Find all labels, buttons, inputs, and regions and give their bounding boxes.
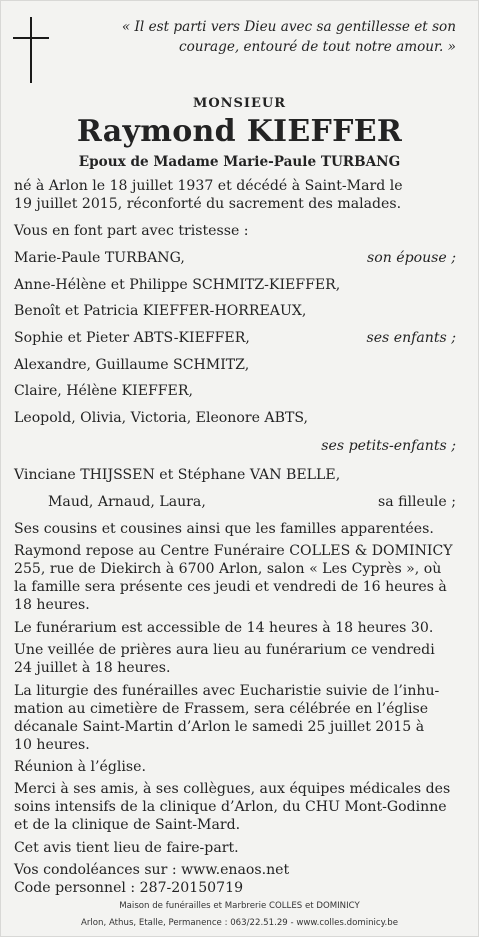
paragraph-line: soins intensifs de la clinique d’Arlon, du CHU Mont-Godinne bbox=[14, 799, 447, 815]
paragraph-line: 10 heures. bbox=[14, 737, 90, 753]
family-name: Alexandre, Guillaume SCHMITZ, bbox=[14, 357, 250, 373]
paragraph-line: 255, rue de Diekirch à 6700 Arlon, salon « Les Cyprès », où bbox=[14, 561, 442, 577]
family-row bbox=[14, 382, 456, 400]
code-line: Code personnel : 287-20150719 bbox=[14, 880, 244, 896]
paragraph-line: mation au cimetière de Frassem, sera célébrée en l’église bbox=[14, 701, 429, 717]
paragraph-line: La liturgie des funérailles avec Eucharistie suivie de l’inhu- bbox=[14, 683, 440, 699]
godchild-parents: Vinciane THIJSSEN et Stéphane VAN BELLE, bbox=[14, 467, 341, 483]
paragraph-line: 24 juillet à 18 heures. bbox=[14, 660, 171, 676]
paragraph-line: Réunion à l’église. bbox=[14, 759, 146, 775]
birth-line: 19 juillet 2015, réconforté du sacrement des malades. bbox=[14, 196, 402, 212]
godchild-relation: sa filleule ; bbox=[377, 494, 456, 510]
paragraph-line: Raymond repose au Centre Funéraire COLLES & DOMINICY bbox=[14, 543, 453, 559]
family-row bbox=[14, 249, 456, 267]
paragraph-line: Une veillée de prières aura lieu au funérarium ce vendredi bbox=[14, 642, 435, 658]
family-name: Leopold, Olivia, Victoria, Eleonore ABTS, bbox=[14, 410, 308, 426]
intro-line: Vous en font part avec tristesse : bbox=[14, 223, 249, 239]
family-name: Claire, Hélène KIEFFER, bbox=[14, 383, 193, 399]
family-name: Benoît et Patricia KIEFFER-HORREAUX, bbox=[14, 303, 307, 319]
funeral-home-contact: Arlon, Athus, Etalle, Permanence : 063/22.51.29 - www.colles.dominicy.be bbox=[80, 918, 398, 928]
family-relation: son épouse ; bbox=[366, 250, 456, 266]
family-row bbox=[14, 276, 456, 294]
quote-line: courage, entouré de tout notre amour. » bbox=[178, 38, 456, 55]
family-name: Anne-Hélène et Philippe SCHMITZ-KIEFFER, bbox=[14, 277, 341, 293]
paragraph-line: Ses cousins et cousines ainsi que les familles apparentées. bbox=[14, 521, 434, 537]
funeral-home-name: Maison de funérailles et Marbrerie COLLES et DOMINICY bbox=[119, 901, 360, 911]
family-row bbox=[14, 356, 456, 374]
cross-icon bbox=[13, 17, 49, 83]
paragraph-line: Cet avis tient lieu de faire-part. bbox=[14, 840, 239, 856]
paragraph-line: décanale Saint-Martin d’Arlon le samedi 25 juillet 2015 à bbox=[14, 719, 425, 735]
deceased-name: Raymond KIEFFER bbox=[76, 114, 403, 149]
family-name: Sophie et Pieter ABTS-KIEFFER, bbox=[14, 330, 250, 346]
family-row bbox=[14, 409, 456, 427]
family-row bbox=[14, 329, 456, 347]
godchild-row bbox=[14, 493, 456, 511]
family-name: Marie-Paule TURBANG, bbox=[14, 250, 185, 266]
paragraph-line: la famille sera présente ces jeudi et vendredi de 16 heures à bbox=[14, 579, 447, 595]
grandchildren-label: ses petits-enfants ; bbox=[321, 438, 456, 454]
family-row bbox=[14, 302, 456, 320]
birth-line: né à Arlon le 18 juillet 1937 et décédé à Saint-Mard le bbox=[14, 178, 403, 194]
spouse-line: Epoux de Madame Marie-Paule TURBANG bbox=[78, 154, 401, 170]
family-relation: ses enfants ; bbox=[366, 330, 456, 346]
condolences-line: Vos condoléances sur : www.enaos.net bbox=[14, 862, 290, 878]
epitaph-quote bbox=[96, 18, 456, 57]
honorific: MONSIEUR bbox=[192, 96, 287, 111]
paragraph-line: et de la clinique de Saint-Mard. bbox=[14, 817, 241, 833]
paragraph-line: Le funérarium est accessible de 14 heures à 18 heures 30. bbox=[14, 620, 434, 636]
godchild-name: Maud, Arnaud, Laura, bbox=[48, 494, 206, 510]
paragraph-line: Merci à ses amis, à ses collègues, aux équipes médicales des bbox=[14, 781, 451, 797]
quote-line: « Il est parti vers Dieu avec sa gentillesse et son bbox=[121, 19, 456, 35]
paragraph-line: 18 heures. bbox=[14, 597, 90, 613]
